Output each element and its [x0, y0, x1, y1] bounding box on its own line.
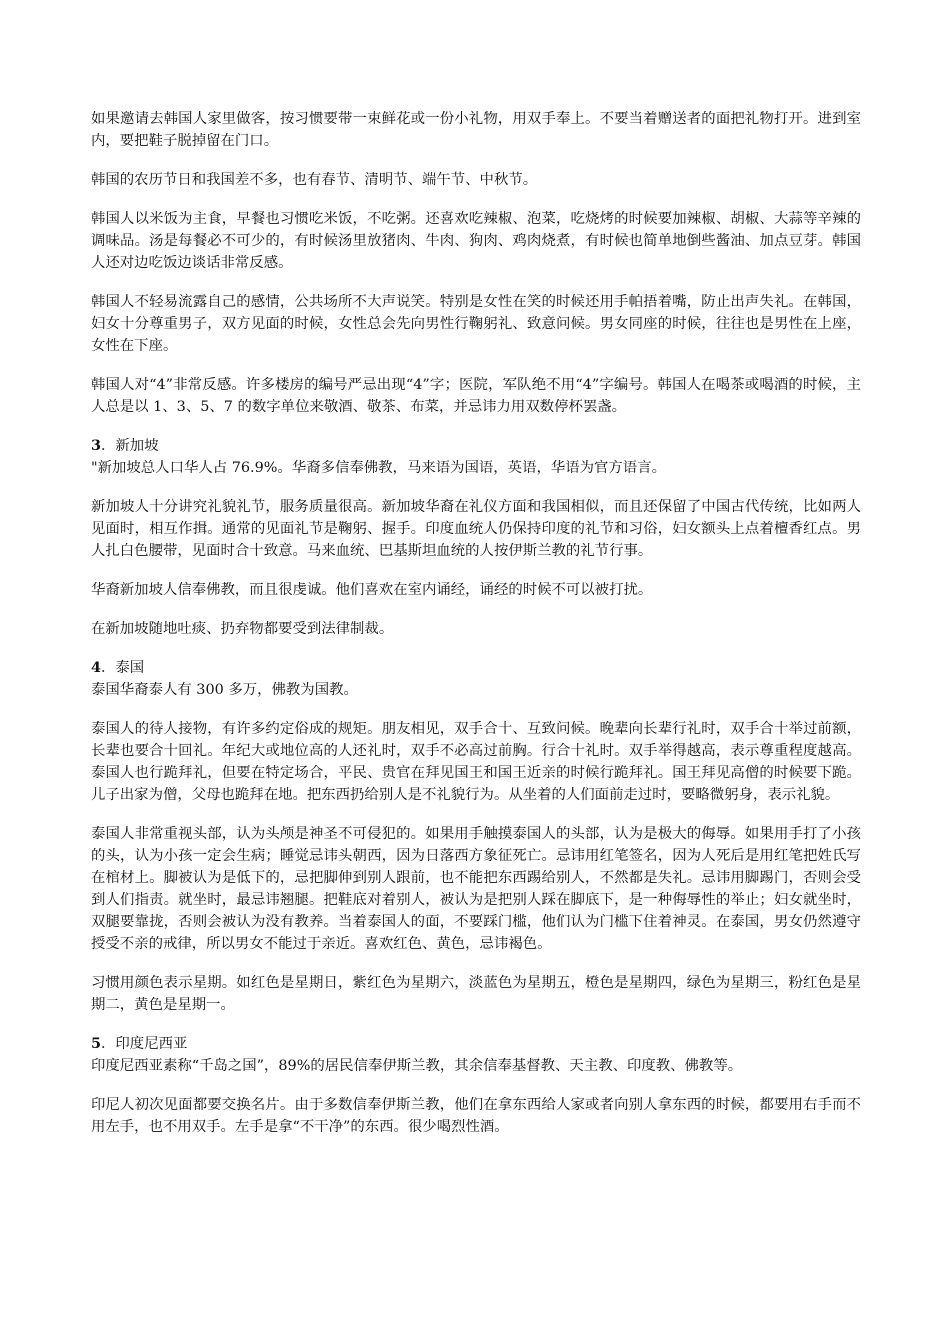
singapore-paragraph-3: 华裔新加坡人信奉佛教，而且很虔诚。他们喜欢在室内诵经，诵经的时候不可以被打扰。: [91, 582, 653, 598]
section-number: 3: [91, 437, 102, 454]
section-title: ．新加坡: [101, 438, 159, 454]
section-number: 5: [91, 1035, 102, 1052]
section-number: 4: [91, 659, 102, 676]
section-heading-indonesia: [91, 1033, 861, 1055]
singapore-paragraph-2: 新加坡人十分讲究礼貌礼节，服务质量很高。新加坡华裔在礼仪方面和我国相似，而且还保留了中国古代传统，比如两人见面时，相互作揖。通常的见面礼节是鞠躬、握手。印度血统人仍保持印度的礼节和习俗，妇女额头上点着檀香红点。男人扎白色腰带，见面时合十致意。马来血统、巴基斯坦血统的人按伊斯兰教的礼节行事。: [91, 499, 861, 559]
section-title: ．泰国: [101, 660, 145, 676]
korea-paragraph-4: 韩国人不轻易流露自己的感情，公共场所不大声说笑。特别是女性在笑的时候还用手帕捂着嘴，防止出声失礼。在韩国，妇女十分尊重男子，双方见面的时候，女性总会先向男性行鞠躬礼、致意问候。男女同座的时候，往往也是男性在上座，女性在下座。: [91, 294, 861, 354]
singapore-paragraph-1: "新加坡总人口华人占 76.9%。华裔多信奉佛教，马来语为国语，英语，华语为官方语言。: [91, 460, 666, 476]
korea-paragraph-5: 韩国人对“4”非常反感。许多楼房的编号严忌出现“4”字；医院，军队绝不用“4”字编号。韩国人在喝茶或喝酒的时候，主人总是以 1、3、5、7 的数字单位来敬酒、敬茶、布菜，并忌讳力用双数停杯罢盏。: [91, 377, 861, 415]
thailand-paragraph-3: 泰国人非常重视头部，认为头颅是神圣不可侵犯的。如果用手触摸泰国人的头部，认为是极大的侮辱。如果用手打了小孩的头，认为小孩一定会生病；睡觉忌讳头朝西，因为日落西方象征死亡。忌讳用红笔签名，因为人死后是用红笔把姓氏写在棺材上。脚被认为是低下的，忌把脚伸到别人跟前，也不能把东西踢给别人，不然都是失礼。忌讳用脚踢门，否则会受到人们指责。就坐时，最忌讳翘腿。把鞋底对着别人，被认为是把别人踩在脚底下，是一种侮辱性的举止；妇女就坐时，双腿要靠拢，否则会被认为没有教养。当着泰国人的面，不要踩门槛，他们认为门槛下住着神灵。在泰国，男女仍然遵守授受不亲的戒律，所以男女不能过于亲近。喜欢红色、黄色，忌讳褐色。: [91, 826, 861, 952]
indonesia-paragraph-2: 印尼人初次见面都要交换名片。由于多数信奉伊斯兰教，他们在拿东西给人家或者向别人拿东西的时候，都要用右手而不用左手，也不用双手。左手是拿“不干净”的东西。很少喝烈性酒。: [91, 1097, 861, 1135]
thailand-paragraph-1: 泰国华裔泰人有 300 多万，佛教为国教。: [91, 682, 358, 698]
thailand-paragraph-2: 泰国人的待人接物，有许多约定俗成的规矩。朋友相见，双手合十、互致问候。晚辈向长辈行礼时，双手合十举过前额，长辈也要合十回礼。年纪大或地位高的人还礼时，双手不必高过前胸。行合十礼时。双手举得越高，表示尊重程度越高。泰国人也行跪拜礼，但要在特定场合，平民、贵官在拜见国王和国王近亲的时候行跪拜礼。国王拜见高僧的时候要下跪。儿子出家为僧，父母也跪拜在地。把东西扔给别人是不礼貌行为。从坐着的人们面前走过时，要略微躬身，表示礼貌。: [91, 721, 861, 803]
korea-paragraph-2: 韩国的农历节日和我国差不多，也有春节、清明节、端午节、中秋节。: [91, 172, 538, 188]
document-body: [91, 108, 861, 1155]
indonesia-paragraph-1: 印度尼西亚素称“千岛之国”，89%的居民信奉伊斯兰教，其余信奉基督教、天主教、印度教、佛教等。: [91, 1058, 743, 1074]
thailand-paragraph-4: 习惯用颜色表示星期。如红色是星期日，紫红色为星期六，淡蓝色为星期五，橙色是星期四，绿色为星期三，粉红色是星期二，黄色是星期一。: [91, 975, 861, 1013]
korea-paragraph-3: 韩国人以米饭为主食，早餐也习惯吃米饭，不吃粥。还喜欢吃辣椒、泡菜，吃烧烤的时候要加辣椒、胡椒、大蒜等辛辣的调味品。汤是每餐必不可少的，有时候汤里放猪肉、牛肉、狗肉、鸡肉烧煮，有时候也简单地倒些酱油、加点豆芽。韩国人还对边吃饭边谈话非常反感。: [91, 211, 861, 271]
section-title: ．印度尼西亚: [101, 1036, 188, 1052]
korea-paragraph-1: 如果邀请去韩国人家里做客，按习惯要带一束鲜花或一份小礼物，用双手奉上。不要当着赠送者的面把礼物打开。进到室内，要把鞋子脱掉留在门口。: [91, 111, 861, 149]
singapore-paragraph-4: 在新加坡随地吐痰、扔弃物都要受到法律制裁。: [91, 621, 394, 637]
section-heading-singapore: [91, 435, 861, 457]
section-heading-thailand: [91, 657, 861, 679]
